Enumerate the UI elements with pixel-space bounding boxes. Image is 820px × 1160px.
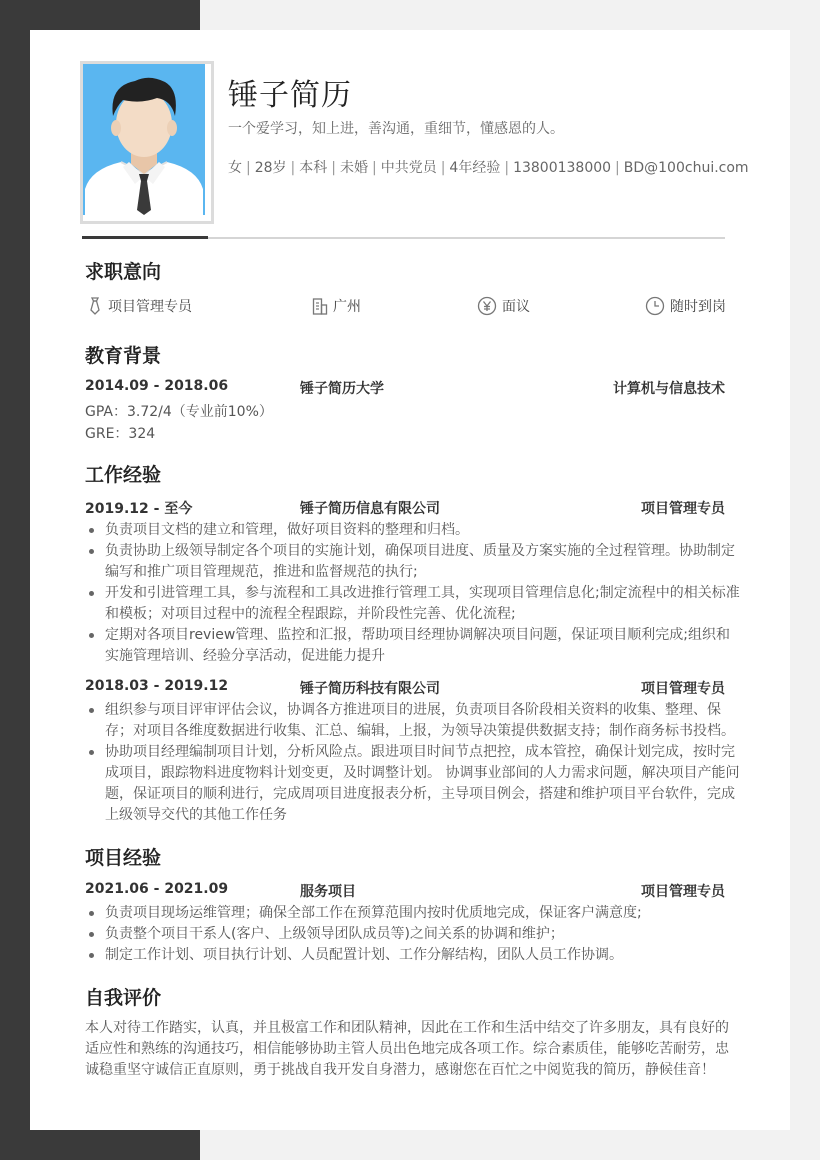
separator: | — [371, 160, 377, 176]
education-gre: GRE：324 — [85, 426, 156, 442]
education-period: 2014.09 - 2018.06 — [85, 378, 229, 394]
project-name: 服务项目 — [300, 884, 356, 900]
divider-accent — [82, 236, 208, 239]
header-divider — [82, 237, 725, 239]
intent-position — [87, 296, 192, 316]
job-period: 2019.12 - 至今 — [85, 501, 193, 517]
job-role: 项目管理专员 — [641, 681, 725, 697]
intent-availability — [645, 296, 726, 316]
section-title-intent: 求职意向 — [85, 261, 162, 283]
separator: | — [331, 160, 336, 176]
job-row — [85, 678, 725, 698]
list-item: 负责项目现场运维管理；确保全部工作在预算范围内按时优质地完成，保证客户满意度; — [85, 903, 740, 924]
list-item: 协助项目经理编制项目计划，分析风险点。跟进项目时间节点把控，成本管控，确保计划完成，按时完成项目，跟踪物料进度物料计划变更，及时调整计划。 协调事业部间的人力需求问题，解决项目产能问题，保证项目的顺利进行，完成周项目进度报表分析，主导项目例会，搭建和维护项目平台软件，完成上级领导交代的其他工作任务 — [85, 742, 740, 826]
clock-icon — [645, 296, 665, 316]
intent-city — [312, 296, 361, 316]
list-item: 组织参与项目评审评估会议，协调各方推进项目的进展，负责项目各阶段相关资料的收集、整理、保存；对项目各维度数据进行收集、汇总、编辑，上报，为领导决策提供数据支持；制作商务标书投档。 — [85, 700, 740, 742]
info-political: 中共党员 — [380, 160, 437, 176]
separator: | — [440, 160, 446, 176]
resume-page — [30, 30, 790, 1130]
job-company: 锤子简历信息有限公司 — [300, 501, 440, 517]
job-period: 2018.03 - 2019.12 — [85, 678, 229, 694]
separator: | — [504, 160, 510, 176]
resume-name: 锤子简历 — [228, 78, 352, 113]
yen-icon — [477, 296, 497, 316]
info-age: 28岁 — [254, 160, 287, 176]
intent-position-text: 项目管理专员 — [108, 299, 192, 315]
intent-city-text: 广州 — [333, 299, 361, 315]
separator: | — [615, 160, 620, 176]
list-item: 负责整个项目干系人(客户、上级领导团队成员等)之间关系的协调和维护； — [85, 924, 740, 945]
info-phone: 13800138000 — [513, 160, 612, 176]
personal-info — [228, 157, 749, 177]
education-row — [85, 378, 725, 398]
separator: | — [290, 160, 296, 176]
info-email: BD@100chui.com — [623, 160, 749, 176]
project-duties-list — [85, 903, 740, 966]
list-item: 负责协助上级领导制定各个项目的实施计划，确保项目进度、质量及方案实施的全过程管理。协助制定编写和推广项目管理规范，推进和监督规范的执行; — [85, 541, 740, 583]
education-major: 计算机与信息技术 — [613, 381, 725, 397]
project-role: 项目管理专员 — [641, 884, 725, 900]
avatar-illustration — [83, 64, 205, 215]
job-company: 锤子简历科技有限公司 — [300, 681, 440, 697]
list-item: 负责项目文档的建立和管理，做好项目资料的整理和归档。 — [85, 520, 740, 541]
job-duties-list — [85, 700, 740, 826]
education-school: 锤子简历大学 — [300, 381, 384, 397]
job-row — [85, 498, 725, 518]
intent-salary-text: 面议 — [502, 299, 530, 315]
job-role: 项目管理专员 — [641, 501, 725, 517]
section-title-self: 自我评价 — [85, 987, 162, 1009]
building-icon — [312, 297, 328, 315]
list-item: 开发和引进管理工具，参与流程和工具改进推行管理工具，实现项目管理信息化;制定流程中的相关标准和模板；对项目过程中的流程全程跟踪，并阶段性完善、优化流程; — [85, 583, 740, 625]
avatar — [80, 61, 214, 224]
motto: 一个爱学习，知上进，善沟通，重细节，懂感恩的人。 — [228, 121, 564, 137]
intent-availability-text: 随时到岗 — [670, 299, 726, 315]
info-gender: 女 — [228, 160, 242, 176]
project-row — [85, 881, 725, 901]
project-period: 2021.06 - 2021.09 — [85, 881, 229, 897]
info-degree: 本科 — [299, 160, 328, 176]
info-experience: 4年经验 — [449, 160, 501, 176]
tie-icon — [87, 297, 103, 315]
list-item: 定期对各项目review管理、监控和汇报，帮助项目经理协调解决项目问题，保证项目顺利完成;组织和实施管理培训、经验分享活动，促进能力提升 — [85, 625, 740, 667]
info-marital: 未婚 — [339, 160, 368, 176]
list-item: 制定工作计划、项目执行计划、人员配置计划、工作分解结构，团队人员工作协调。 — [85, 945, 740, 966]
separator: | — [246, 160, 251, 176]
section-title-education: 教育背景 — [85, 345, 162, 367]
self-evaluation-text: 本人对待工作踏实，认真，并且极富工作和团队精神，因此在工作和生活中结交了许多朋友，具有良好的适应性和熟练的沟通技巧，相信能够协助主管人员出色地完成各项工作。综合素质佳，能够吃苦耐劳，忠诚稳重坚守诚信正直原则，勇于挑战自我开发自身潜力，感谢您在百忙之中阅览我的简历，静候佳音！ — [85, 1020, 729, 1078]
section-title-work: 工作经验 — [85, 464, 162, 486]
intent-salary — [477, 296, 530, 316]
job-duties-list — [85, 520, 740, 667]
education-gpa: GPA：3.72/4（专业前10%） — [85, 404, 273, 420]
section-title-project: 项目经验 — [85, 847, 162, 869]
